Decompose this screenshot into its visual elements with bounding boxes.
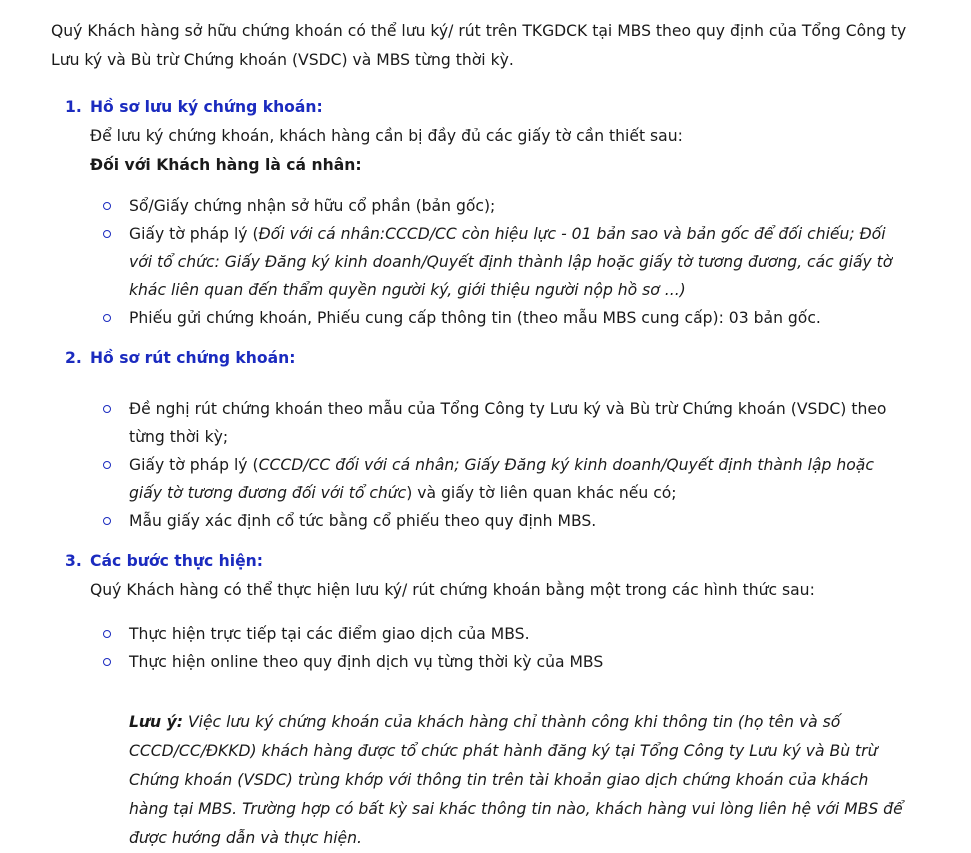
- list-item-text: Đề nghị rút chứng khoán theo mẫu của Tổng Công ty Lưu ký và Bù trừ Chứng khoán (VSDC) theo từng thời kỳ;: [129, 400, 887, 446]
- note-text: Việc lưu ký chứng khoán của khách hàng chỉ thành công khi thông tin (họ tên và số CCCD/CC/ĐKKD) khách hàng được tổ chức phát hành đăng ký tại Tổng Công ty Lưu ký và Bù trừ Chứng khoán (VSDC) trùng khớp với thông tin trên tài khoản giao dịch chứng khoán của khách hàng tại MBS. Trường hợp có bất kỳ sai khác thông tin nào, khách hàng vui lòng liên hệ với MBS để được hướng dẫn và thực hiện.: [129, 713, 903, 847]
- circle-bullet-icon: [103, 630, 111, 638]
- note-paragraph: [51, 708, 911, 853]
- section-number: 3.: [65, 552, 82, 570]
- circle-bullet-icon: [103, 517, 111, 525]
- list-item: [129, 507, 911, 535]
- intro-paragraph: Quý Khách hàng sở hữu chứng khoán có thể lưu ký/ rút trên TKGDCK tại MBS theo quy định của Tổng Công ty Lưu ký và Bù trừ Chứng khoán (VSDC) và MBS từng thời kỳ.: [51, 22, 907, 69]
- document-body: [51, 17, 911, 853]
- list-item-italic: Đối với cá nhân:CCCD/CC còn hiệu lực - 01 bản sao và bản gốc để đối chiếu; Đối với tổ chức: Giấy Đăng ký kinh doanh/Quyết định thành lập hoặc giấy tờ tương đương, các giấy tờ khác liên quan đến thẩm quyền người ký, giới thiệu người nộp hồ sơ ...): [129, 225, 893, 299]
- list-item-text: Mẫu giấy xác định cổ tức bằng cổ phiếu theo quy định MBS.: [129, 512, 597, 530]
- section-description: Để lưu ký chứng khoán, khách hàng cần bị đầy đủ các giấy tờ cần thiết sau:: [90, 127, 683, 145]
- section-deposit-documents: [51, 93, 911, 332]
- section-title: Hồ sơ rút chứng khoán:: [90, 349, 296, 367]
- list-item-text: Sổ/Giấy chứng nhận sở hữu cổ phần (bản gốc);: [129, 197, 496, 215]
- bullet-list: [51, 192, 911, 332]
- list-item-text: Thực hiện online theo quy định dịch vụ từng thời kỳ của MBS: [129, 653, 604, 671]
- list-item-prefix: Giấy tờ pháp lý (: [129, 225, 259, 243]
- list-item: [129, 304, 911, 332]
- section-heading: [51, 547, 911, 576]
- circle-bullet-icon: [103, 314, 111, 322]
- section-heading: [51, 93, 911, 122]
- section-steps: [51, 547, 911, 676]
- list-item: [129, 220, 911, 304]
- list-item-prefix: Giấy tờ pháp lý (: [129, 456, 259, 474]
- section-title: Hồ sơ lưu ký chứng khoán:: [90, 98, 323, 116]
- circle-bullet-icon: [103, 658, 111, 666]
- section-withdraw-documents: [51, 344, 911, 535]
- list-item-italic: CCCD/CC đối với cá nhân; Giấy Đăng ký kinh doanh/Quyết định thành lập hoặc giấy tờ tương đương đối với tổ chức: [129, 456, 874, 502]
- list-item: [129, 192, 911, 220]
- note-label: Lưu ý:: [129, 713, 183, 731]
- bullet-list: [51, 395, 911, 535]
- bullet-list: [51, 620, 911, 676]
- list-item-text: Thực hiện trực tiếp tại các điểm giao dịch của MBS.: [129, 625, 530, 643]
- section-number: 2.: [65, 349, 82, 367]
- circle-bullet-icon: [103, 202, 111, 210]
- section-title: Các bước thực hiện:: [90, 552, 263, 570]
- circle-bullet-icon: [103, 461, 111, 469]
- list-item-text: Phiếu gửi chứng khoán, Phiếu cung cấp thông tin (theo mẫu MBS cung cấp): 03 bản gốc.: [129, 309, 821, 327]
- section-number: 1.: [65, 98, 82, 116]
- circle-bullet-icon: [103, 405, 111, 413]
- list-item: [129, 620, 911, 648]
- section-description: Quý Khách hàng có thể thực hiện lưu ký/ rút chứng khoán bằng một trong các hình thức sau:: [90, 581, 815, 599]
- list-item: [129, 395, 911, 451]
- list-item: [129, 451, 911, 507]
- section-subheading: Đối với Khách hàng là cá nhân:: [90, 156, 362, 174]
- circle-bullet-icon: [103, 230, 111, 238]
- list-item: [129, 648, 911, 676]
- list-item-suffix: ) và giấy tờ liên quan khác nếu có;: [406, 484, 677, 502]
- section-heading: [51, 344, 911, 373]
